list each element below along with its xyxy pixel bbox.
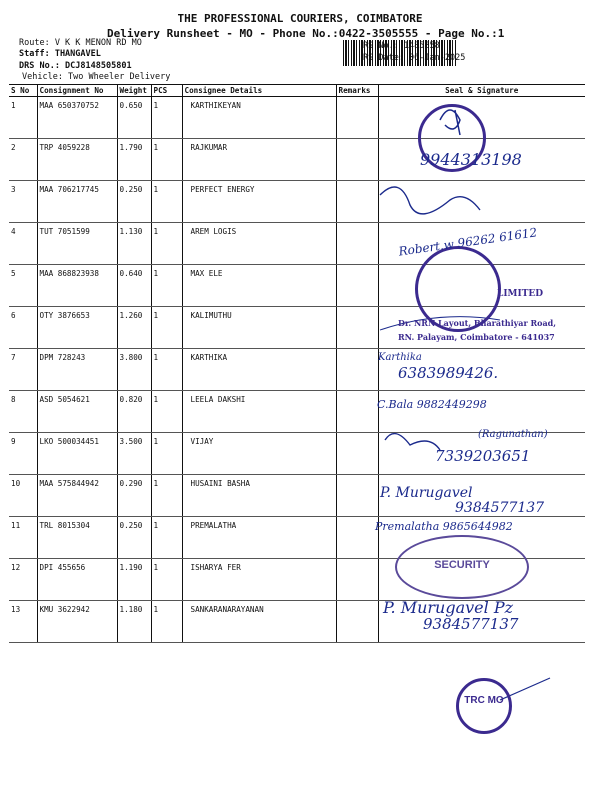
stamp-text-limited: LIMITED xyxy=(497,289,544,299)
row-sno: 9 xyxy=(9,433,37,475)
row-sno: 12 xyxy=(9,559,37,601)
row-consignment-no: MAA 706217745 xyxy=(37,181,117,223)
row-pcs: 1 xyxy=(151,139,182,181)
handwritten-phone-row2: 9944313198 xyxy=(420,150,522,169)
row-consignee: SANKARANARAYANAN xyxy=(182,601,336,643)
oval-stamp-row12 xyxy=(395,535,529,599)
row-weight: 3.500 xyxy=(117,433,151,475)
col-sno: S No xyxy=(9,85,37,97)
vehicle-text: Vehicle: Two Wheeler Delivery xyxy=(22,72,171,82)
row-sno: 6 xyxy=(9,307,37,349)
row-consignment-no: TRP 4059228 xyxy=(37,139,117,181)
handwritten-phone-row10: 9384577137 xyxy=(455,500,545,516)
col-pcs: PCS xyxy=(151,85,182,97)
stamp-address-line2: RN. Palayam, Coimbatore - 641037 xyxy=(398,332,555,342)
col-weight: Weight xyxy=(117,85,151,97)
row-consignment-no: OTY 3876653 xyxy=(37,307,117,349)
col-seal-signature: Seal & Signature xyxy=(378,85,585,97)
row-sno: 4 xyxy=(9,223,37,265)
row-weight: 1.130 xyxy=(117,223,151,265)
stamp-address-line1: Dr. NRN Layout, Bharathiyar Road, xyxy=(398,318,557,328)
row-consignee: PREMALATHA xyxy=(182,517,336,559)
row-consignee: KALIMUTHU xyxy=(182,307,336,349)
row-sno: 5 xyxy=(9,265,37,307)
row-consignment-no: KMU 3622942 xyxy=(37,601,117,643)
col-remarks: Remarks xyxy=(336,85,378,97)
runsheet-subtitle: Delivery Runsheet - MO - Phone No.:0422-3505555 - Page No.:1 xyxy=(107,27,505,40)
row-consignee: ISHARYA FER xyxy=(182,559,336,601)
row-sno: 3 xyxy=(9,181,37,223)
company-title: THE PROFESSIONAL COURIERS, COIMBATORE xyxy=(177,12,423,25)
row-sno: 1 xyxy=(9,97,37,139)
row-pcs: 1 xyxy=(151,181,182,223)
row-consignee: AREM LOGIS xyxy=(182,223,336,265)
row-sno: 2 xyxy=(9,139,37,181)
trc-stamp-text: TRC MO xyxy=(464,695,504,706)
row-sno: 13 xyxy=(9,601,37,643)
row-consignment-no: ASD 5054621 xyxy=(37,391,117,433)
row-consignee: MAX ELE xyxy=(182,265,336,307)
row-consignment-no: MAA 650370752 xyxy=(37,97,117,139)
signature-row9 xyxy=(385,434,440,450)
row-weight: 0.250 xyxy=(117,181,151,223)
row-consignee: VIJAY xyxy=(182,433,336,475)
row-pcs: 1 xyxy=(151,475,182,517)
row-pcs: 1 xyxy=(151,307,182,349)
security-stamp-text: SECURITY xyxy=(434,559,490,571)
row-pcs: 1 xyxy=(151,517,182,559)
handwritten-phone-row7: 6383989426. xyxy=(398,364,499,382)
handwritten-name-row10: P. Murugavel xyxy=(380,485,473,501)
row-weight: 0.640 xyxy=(117,265,151,307)
row-weight: 3.800 xyxy=(117,349,151,391)
row-pcs: 1 xyxy=(151,223,182,265)
rs-date: RS Date: 06-Jan-2025 xyxy=(363,53,466,63)
row-pcs: 1 xyxy=(151,433,182,475)
col-consignee: Consignee Details xyxy=(182,85,336,97)
row-weight: 1.790 xyxy=(117,139,151,181)
handwritten-row4: Robert.w 96262 61612 xyxy=(397,225,538,259)
row-pcs: 1 xyxy=(151,265,182,307)
row-consignee: PERFECT ENERGY xyxy=(182,181,336,223)
handwritten-name-row9: (Ragunathan) xyxy=(478,429,548,440)
row-weight: 1.180 xyxy=(117,601,151,643)
staff-text: Staff: THANGAVEL xyxy=(19,49,101,59)
route-text: Route: V K K MENON RD MO xyxy=(19,38,142,48)
row-sno: 7 xyxy=(9,349,37,391)
handwritten-name-row13: P. Murugavel Pz xyxy=(383,598,514,617)
row-sno: 8 xyxy=(9,391,37,433)
row-pcs: 1 xyxy=(151,97,182,139)
handwritten-phone-row9: 7339203651 xyxy=(435,447,531,465)
row-weight: 0.820 xyxy=(117,391,151,433)
row-consignee: HUSAINI BASHA xyxy=(182,475,336,517)
row-consignment-no: DPM 728243 xyxy=(37,349,117,391)
signature-row3 xyxy=(380,187,480,214)
row-consignee: KARTHIKA xyxy=(182,349,336,391)
row-sno: 10 xyxy=(9,475,37,517)
rs-number: RS No.: 1485858 xyxy=(363,41,440,51)
row-pcs: 1 xyxy=(151,391,182,433)
trc-stamp xyxy=(456,678,512,734)
row-consignment-no: MAA 868823938 xyxy=(37,265,117,307)
row-consignment-no: TUT 7051599 xyxy=(37,223,117,265)
row-consignment-no: DPI 455656 xyxy=(37,559,117,601)
row-consignment-no: TRL 8015304 xyxy=(37,517,117,559)
row-weight: 0.650 xyxy=(117,97,151,139)
row-weight: 0.290 xyxy=(117,475,151,517)
handwritten-row8: C.Bala 9882449298 xyxy=(377,398,487,411)
row-weight: 1.190 xyxy=(117,559,151,601)
row-consignee: LEELA DAKSHI xyxy=(182,391,336,433)
row-sno: 11 xyxy=(9,517,37,559)
handwritten-name-row7: Karthika xyxy=(378,352,422,363)
row-consignment-no: LKO 500034451 xyxy=(37,433,117,475)
col-consignment: Consignment No xyxy=(37,85,117,97)
row-consignee: KARTHIKEYAN xyxy=(182,97,336,139)
row-pcs: 1 xyxy=(151,349,182,391)
row-weight: 1.260 xyxy=(117,307,151,349)
handwritten-row11: Premalatha 9865644982 xyxy=(375,520,513,533)
row-weight: 0.250 xyxy=(117,517,151,559)
drs-number: DRS No.: DCJ8148505801 xyxy=(19,61,132,71)
row-pcs: 1 xyxy=(151,559,182,601)
row-consignment-no: MAA 575844942 xyxy=(37,475,117,517)
row-consignee: RAJKUMAR xyxy=(182,139,336,181)
row-pcs: 1 xyxy=(151,601,182,643)
handwritten-phone-row13: 9384577137 xyxy=(423,615,519,633)
